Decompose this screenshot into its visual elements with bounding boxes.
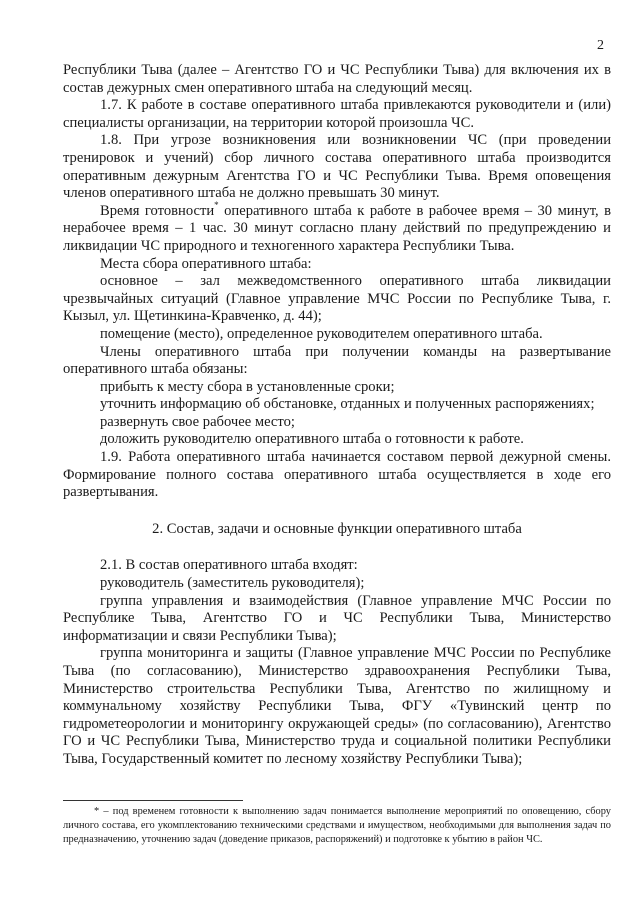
paragraph-2-1: 2.1. В состав оперативного штаба входят: [100, 557, 358, 574]
paragraph-members-duties: Члены оперативного штаба при получении команды на развертывание оперативного штаба обязаны: [63, 343, 611, 378]
paragraph-assembly-places: Места сбора оперативного штаба: [100, 255, 312, 272]
paragraph-1-7: 1.7. К работе в составе оперативного штаба привлекаются руководители и (или) специалисты организации, на территории которой произошла ЧС. [63, 97, 611, 131]
footnote-text: * – под временем готовности к выполнению задач понимается выполнение мероприятий по оповещению, сбору личного состава, его укомплектованию техническими средствами и имуществом, необходимыми для выполнения задач по предназначению, уточнению задач (доведение приказов, распоряжений) и подготовке к убытию в район ЧС. [63, 806, 611, 846]
footnote-separator [63, 800, 243, 801]
list-item-monitoring-group: группа мониторинга и защиты (Главное управление МЧС России по Республике Тыва (по согласованию), Министерство здравоохранения Республики Тыва, Министерство строительства Республики Тыва, Агентство по жилищному и коммунальному хозяйству Республики Тыва, ФГУ «Тувинский центр по гидрометеорологии и мониторингу окружающей среды» (по согласованию), Агентство ГО и ЧС Республики Тыва, Министерство труда и социальной политики Республики Тыва, Государственный комитет по лесному хозяйству Республики Тыва); [63, 645, 611, 767]
document-body [63, 62, 611, 769]
paragraph-main-place: основное – зал межведомственного оперативного штаба ликвидации чрезвычайных ситуаций (Главное управление МЧС России по Республике Тыва, г. Кызыл, ул. Щетинкина-Кравченко, д. 44); [63, 273, 611, 325]
paragraph-room: помещение (место), определенное руководителем оперативного штаба. [100, 325, 543, 342]
list-item-deploy-workplace: развернуть свое рабочее место; [100, 413, 295, 430]
paragraph-1-8: 1.8. При угрозе возникновения или возникновении ЧС (при проведении тренировок и учений) сбор личного состава оперативного штаба производится оперативным дежурным Агентства ГО и ЧС Республики Тыва. Время оповещения членов оперативного штаба не должно превышать 30 минут. [63, 132, 611, 202]
list-item-report: доложить руководителю оперативного штаба о готовности к работе. [100, 431, 524, 448]
list-item-management-group: группа управления и взаимодействия (Главное управление МЧС России по Республике Тыва, Агентство ГО и ЧС Республики Тыва, Министерство информатизации и связи Республики Тыва); [63, 592, 611, 644]
section-heading: 2. Состав, задачи и основные функции оперативного штаба [152, 520, 522, 537]
list-item-arrive: прибыть к месту сбора в установленные сроки; [100, 378, 395, 395]
page-number: 2 [597, 38, 604, 53]
list-item-clarify: уточнить информацию об обстановке, отданных и полученных распоряжениях; [100, 396, 595, 413]
readiness-text-start: Время готовности [100, 202, 215, 219]
paragraph-1-9: 1.9. Работа оперативного штаба начинается составом первой дежурной смены. Формирование полного состава оперативного штаба осуществляется в ходе его развертывания. [63, 449, 611, 501]
readiness-text-end: оперативного штаба к работе в рабочее время – 30 минут, в нерабочее время – 1 час. 30 минут согласно плану действий по предупреждению и ликвидации ЧС природного и техногенного характера Республики Тыва. [63, 202, 611, 254]
paragraph-continuation: Республики Тыва (далее – Агентство ГО и ЧС Республики Тыва) для включения их в состав дежурных смен оперативного штаба на следующий месяц. [63, 62, 611, 96]
footnote-marker: * [214, 199, 219, 210]
footnote [63, 805, 611, 848]
paragraph-readiness-time [63, 199, 611, 256]
list-item-head: руководитель (заместитель руководителя); [100, 575, 365, 592]
